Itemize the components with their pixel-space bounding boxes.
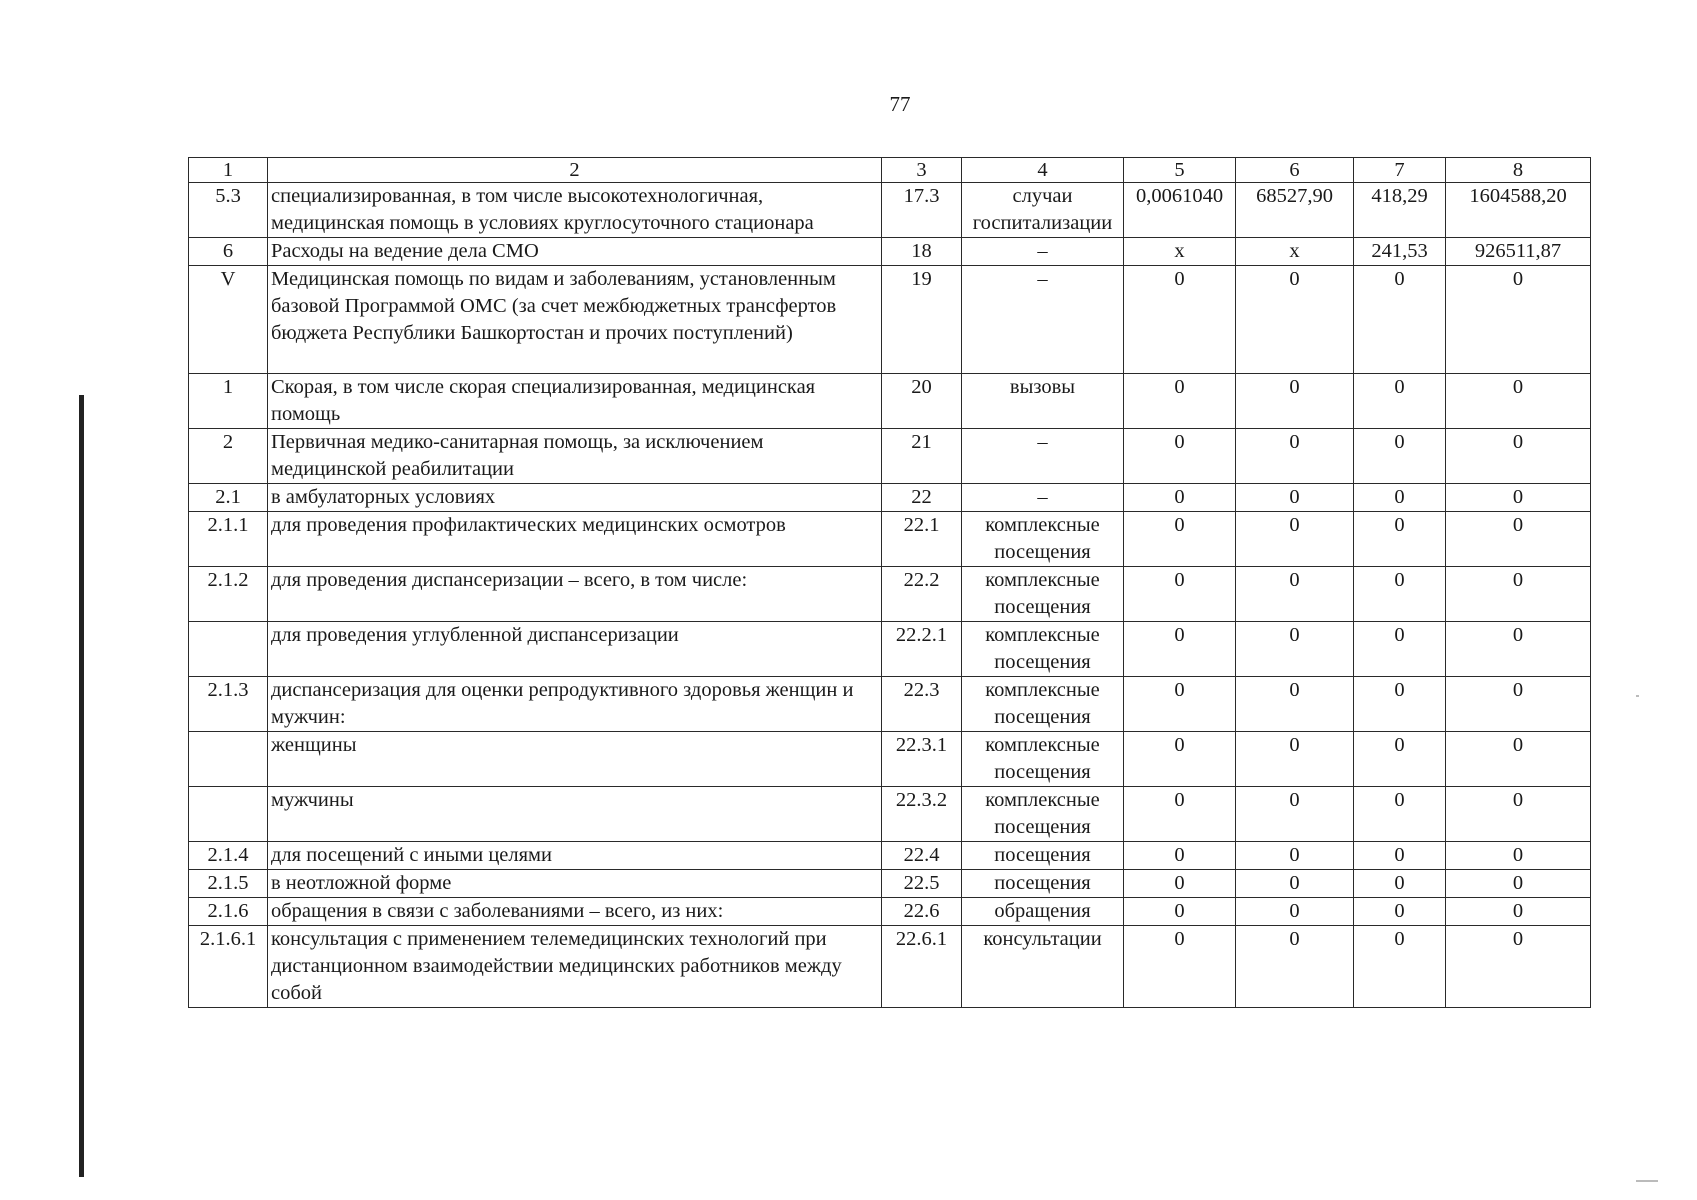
row-col6-cell: 0 xyxy=(1236,677,1354,732)
row-code-cell: 18 xyxy=(882,238,962,266)
row-col5-cell: 0 xyxy=(1124,512,1236,567)
row-code-cell: 22.6 xyxy=(882,898,962,926)
scan-speck xyxy=(1636,1180,1658,1182)
row-col6-cell: 0 xyxy=(1236,870,1354,898)
row-col8-cell: 0 xyxy=(1446,266,1591,374)
table-row xyxy=(189,484,1591,512)
row-number-cell: 2.1.6.1 xyxy=(189,926,268,1008)
row-col8-cell: 0 xyxy=(1446,374,1591,429)
row-number-cell: 5.3 xyxy=(189,183,268,238)
row-col5-cell: 0 xyxy=(1124,898,1236,926)
row-col6-cell: 0 xyxy=(1236,374,1354,429)
row-number-cell: 2.1 xyxy=(189,484,268,512)
row-number-cell: 2.1.3 xyxy=(189,677,268,732)
row-unit-cell: комплексные посещения xyxy=(962,512,1124,567)
table-header-row xyxy=(189,158,1591,183)
table-row xyxy=(189,898,1591,926)
row-unit-cell: посещения xyxy=(962,870,1124,898)
scan-speck xyxy=(1636,695,1639,697)
row-col8-cell: 0 xyxy=(1446,787,1591,842)
row-code-cell: 20 xyxy=(882,374,962,429)
row-col8-cell: 0 xyxy=(1446,677,1591,732)
row-col5-cell: 0 xyxy=(1124,787,1236,842)
row-col5-cell: 0 xyxy=(1124,484,1236,512)
row-col7-cell: 0 xyxy=(1354,787,1446,842)
row-name-cell: Медицинская помощь по видам и заболеваниям, установленным базовой Программой ОМС (за счет межбюджетных трансфертов бюджета Республики Башкортостан и прочих поступлений) xyxy=(268,266,882,374)
row-name-cell: для посещений с иными целями xyxy=(268,842,882,870)
row-unit-cell: комплексные посещения xyxy=(962,622,1124,677)
row-col8-cell: 1604588,20 xyxy=(1446,183,1591,238)
row-col6-cell: 68527,90 xyxy=(1236,183,1354,238)
row-number-cell xyxy=(189,732,268,787)
scan-edge-mark xyxy=(79,395,84,1177)
table-row xyxy=(189,787,1591,842)
row-number-cell: 2.1.5 xyxy=(189,870,268,898)
row-col8-cell: 0 xyxy=(1446,512,1591,567)
row-col6-cell: 0 xyxy=(1236,429,1354,484)
row-col7-cell: 418,29 xyxy=(1354,183,1446,238)
row-col7-cell: 0 xyxy=(1354,484,1446,512)
row-number-cell: V xyxy=(189,266,268,374)
row-code-cell: 22.2 xyxy=(882,567,962,622)
row-number-cell: 2.1.6 xyxy=(189,898,268,926)
row-name-cell: в неотложной форме xyxy=(268,870,882,898)
row-col6-cell: 0 xyxy=(1236,567,1354,622)
table-row xyxy=(189,567,1591,622)
row-unit-cell: – xyxy=(962,429,1124,484)
row-number-cell: 2.1.4 xyxy=(189,842,268,870)
row-col5-cell: 0 xyxy=(1124,870,1236,898)
row-unit-cell: случаи госпитализации xyxy=(962,183,1124,238)
row-code-cell: 22.3.2 xyxy=(882,787,962,842)
row-col8-cell: 0 xyxy=(1446,622,1591,677)
table-row xyxy=(189,183,1591,238)
row-unit-cell: вызовы xyxy=(962,374,1124,429)
header-cell: 6 xyxy=(1236,158,1354,183)
row-col5-cell: 0 xyxy=(1124,622,1236,677)
row-name-cell: в амбулаторных условиях xyxy=(268,484,882,512)
row-code-cell: 22.4 xyxy=(882,842,962,870)
header-cell: 1 xyxy=(189,158,268,183)
row-unit-cell: обращения xyxy=(962,898,1124,926)
row-col6-cell: 0 xyxy=(1236,732,1354,787)
row-col7-cell: 0 xyxy=(1354,842,1446,870)
row-col7-cell: 0 xyxy=(1354,429,1446,484)
row-col7-cell: 0 xyxy=(1354,898,1446,926)
row-code-cell: 22.3.1 xyxy=(882,732,962,787)
header-cell: 2 xyxy=(268,158,882,183)
row-col7-cell: 0 xyxy=(1354,622,1446,677)
data-table xyxy=(188,157,1591,1008)
table-row xyxy=(189,842,1591,870)
row-col8-cell: 0 xyxy=(1446,567,1591,622)
row-col5-cell: 0 xyxy=(1124,842,1236,870)
row-name-cell: для проведения диспансеризации – всего, в том числе: xyxy=(268,567,882,622)
row-col7-cell: 0 xyxy=(1354,870,1446,898)
row-code-cell: 21 xyxy=(882,429,962,484)
row-col5-cell: x xyxy=(1124,238,1236,266)
row-name-cell: Первичная медико-санитарная помощь, за исключением медицинской реабилитации xyxy=(268,429,882,484)
row-col6-cell: 0 xyxy=(1236,512,1354,567)
row-unit-cell: комплексные посещения xyxy=(962,732,1124,787)
row-col5-cell: 0 xyxy=(1124,732,1236,787)
row-col8-cell: 0 xyxy=(1446,926,1591,1008)
row-name-cell: мужчины xyxy=(268,787,882,842)
table-row xyxy=(189,429,1591,484)
row-code-cell: 19 xyxy=(882,266,962,374)
row-unit-cell: комплексные посещения xyxy=(962,567,1124,622)
row-col8-cell: 0 xyxy=(1446,842,1591,870)
row-col7-cell: 0 xyxy=(1354,732,1446,787)
row-col7-cell: 0 xyxy=(1354,374,1446,429)
row-col5-cell: 0,0061040 xyxy=(1124,183,1236,238)
row-code-cell: 22.5 xyxy=(882,870,962,898)
table-row xyxy=(189,374,1591,429)
row-col8-cell: 0 xyxy=(1446,484,1591,512)
row-unit-cell: комплексные посещения xyxy=(962,677,1124,732)
row-number-cell: 2.1.2 xyxy=(189,567,268,622)
row-col8-cell: 926511,87 xyxy=(1446,238,1591,266)
row-number-cell xyxy=(189,622,268,677)
row-name-cell: консультация с применением телемедицинских технологий при дистанционном взаимодействии медицинских работников между собой xyxy=(268,926,882,1008)
row-code-cell: 17.3 xyxy=(882,183,962,238)
row-col7-cell: 0 xyxy=(1354,512,1446,567)
table-row xyxy=(189,732,1591,787)
row-unit-cell: комплексные посещения xyxy=(962,787,1124,842)
row-col7-cell: 0 xyxy=(1354,266,1446,374)
header-cell: 7 xyxy=(1354,158,1446,183)
row-col5-cell: 0 xyxy=(1124,429,1236,484)
row-name-cell: Расходы на ведение дела СМО xyxy=(268,238,882,266)
row-col5-cell: 0 xyxy=(1124,677,1236,732)
row-code-cell: 22.1 xyxy=(882,512,962,567)
row-col5-cell: 0 xyxy=(1124,266,1236,374)
row-number-cell xyxy=(189,787,268,842)
table-row xyxy=(189,677,1591,732)
row-col6-cell: 0 xyxy=(1236,266,1354,374)
row-code-cell: 22.3 xyxy=(882,677,962,732)
table-row xyxy=(189,512,1591,567)
table-row xyxy=(189,870,1591,898)
row-col7-cell: 0 xyxy=(1354,677,1446,732)
row-unit-cell: – xyxy=(962,266,1124,374)
row-col8-cell: 0 xyxy=(1446,732,1591,787)
row-col7-cell: 241,53 xyxy=(1354,238,1446,266)
row-unit-cell: посещения xyxy=(962,842,1124,870)
row-col6-cell: 0 xyxy=(1236,787,1354,842)
row-col6-cell: 0 xyxy=(1236,898,1354,926)
row-code-cell: 22.2.1 xyxy=(882,622,962,677)
table-row xyxy=(189,622,1591,677)
row-number-cell: 6 xyxy=(189,238,268,266)
row-number-cell: 1 xyxy=(189,374,268,429)
row-name-cell: женщины xyxy=(268,732,882,787)
row-name-cell: Скорая, в том числе скорая специализированная, медицинская помощь xyxy=(268,374,882,429)
row-name-cell: для проведения профилактических медицинских осмотров xyxy=(268,512,882,567)
table-row xyxy=(189,266,1591,374)
row-col7-cell: 0 xyxy=(1354,926,1446,1008)
row-code-cell: 22.6.1 xyxy=(882,926,962,1008)
row-name-cell: для проведения углубленной диспансеризации xyxy=(268,622,882,677)
row-col8-cell: 0 xyxy=(1446,898,1591,926)
row-col6-cell: 0 xyxy=(1236,484,1354,512)
header-cell: 4 xyxy=(962,158,1124,183)
row-col8-cell: 0 xyxy=(1446,429,1591,484)
table-row xyxy=(189,926,1591,1008)
page-number: 77 xyxy=(889,92,911,116)
row-col8-cell: 0 xyxy=(1446,870,1591,898)
row-name-cell: обращения в связи с заболеваниями – всего, из них: xyxy=(268,898,882,926)
row-col6-cell: 0 xyxy=(1236,842,1354,870)
row-name-cell: специализированная, в том числе высокотехнологичная, медицинская помощь в условиях круглосуточного стационара xyxy=(268,183,882,238)
row-col5-cell: 0 xyxy=(1124,926,1236,1008)
row-col6-cell: x xyxy=(1236,238,1354,266)
row-unit-cell: – xyxy=(962,238,1124,266)
row-number-cell: 2 xyxy=(189,429,268,484)
header-cell: 8 xyxy=(1446,158,1591,183)
row-col5-cell: 0 xyxy=(1124,374,1236,429)
row-name-cell: диспансеризация для оценки репродуктивного здоровья женщин и мужчин: xyxy=(268,677,882,732)
row-code-cell: 22 xyxy=(882,484,962,512)
header-cell: 3 xyxy=(882,158,962,183)
row-unit-cell: консультации xyxy=(962,926,1124,1008)
row-col5-cell: 0 xyxy=(1124,567,1236,622)
row-col6-cell: 0 xyxy=(1236,926,1354,1008)
row-unit-cell: – xyxy=(962,484,1124,512)
table-row xyxy=(189,238,1591,266)
row-number-cell: 2.1.1 xyxy=(189,512,268,567)
row-col7-cell: 0 xyxy=(1354,567,1446,622)
row-col6-cell: 0 xyxy=(1236,622,1354,677)
header-cell: 5 xyxy=(1124,158,1236,183)
